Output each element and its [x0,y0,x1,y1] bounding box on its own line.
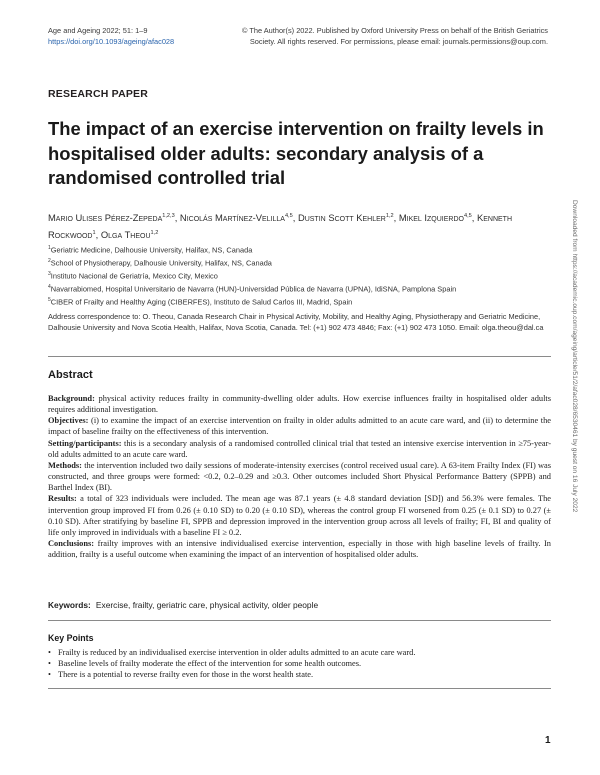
affiliation-list [48,243,558,308]
download-note: Downloaded from https://academic.oup.com/ageing/article/51/2/afac028/6530461 by guest on 16 July 2022 [571,200,578,513]
article-type: RESEARCH PAPER [48,88,149,100]
affiliation [48,295,558,308]
affiliation [48,282,558,295]
author-affiliation-mark: 1,2,3 [162,213,175,219]
author-separator: , [292,212,298,224]
abstract-section [48,415,551,437]
page-number: 1 [545,735,551,746]
author-name: Mario Ulises Pérez-Zepeda [48,212,163,224]
copyright-notice [200,26,548,47]
abstract-section-label: Background: [48,394,95,403]
author-affiliation-mark: 4,5 [463,213,472,219]
abstract-section [48,393,551,415]
key-point [48,658,548,669]
bullet-icon: • [48,648,51,657]
abstract-section-text: this is a secondary analysis of a randomised controlled clinical trial that tested an intensive exercise intervention in ≥75-year-old adults admitted to an acute care ward. [48,438,551,459]
copyright-line-1: © The Author(s) 2022. Published by Oxford University Press on behalf of the British Geriatrics [242,26,548,35]
abstract-section-text: physical activity reduces frailty in community-dwelling older adults. How exercise influences frailty in hospitalised older adults requires additional investigation. [48,394,551,415]
author-list [48,209,548,242]
key-point-text: There is a potential to reverse frailty even for those in the worst health state. [58,670,314,679]
bullet-icon: • [48,659,51,668]
author-name: Kenneth Rockwood [48,212,513,240]
author-separator: , [471,212,477,224]
key-point-text: Frailty is reduced by an individualised exercise intervention in older adults admitted to an acute care ward. [58,648,416,657]
abstract-section-text: frailty improves with an intensive individualised exercise intervention, especially in those with high baseline levels of frailty. In addition, frailty is a useful outcome when examining the impact of an intervention of hospitalised older adults. [48,539,551,560]
correspondence: Address correspondence to: O. Theou, Canada Research Chair in Physical Activity, Mobility, and Healthy Aging, Physiotherapy and Geriatric Medicine, Dalhousie University and Nova Scotia Health, Halifax, Nova Scotia, Canada. Tel: (+1) 902 473 4846; Fax: (+1) 902 473 1050. Email: olga.theou@dal.ca [48,312,544,333]
keywords-label: Keywords: [48,600,91,610]
author-affiliation-mark: 1,2 [150,229,159,236]
abstract-heading: Abstract [48,369,93,381]
author-name: Mikel Izquierdo [398,212,464,224]
key-point-text: Baseline levels of frailty moderate the effect of the intervention for some health outcomes. [58,659,362,668]
journal-citation: Age and Ageing 2022; 51: 1–9 [48,26,148,35]
abstract-body [48,393,551,560]
abstract-section [48,460,551,493]
author-separator: , [95,228,101,240]
affiliation-text: CIBER of Frailty and Healthy Aging (CIBERFES), Instituto de Salud Carlos III, Madrid, Spain [50,297,353,307]
author-separator: , [174,212,180,224]
abstract-section-label: Objectives: [48,416,89,426]
abstract-section-text: a total of 323 individuals were included. The mean age was 87.1 years (± 4.8 standard deviation [SD]) and 56.3% were females. The intervention group improved FI from 0.26 (± 0.10 SD) to 0.20 (± 0.10 SD), whereas the control group FI worsened from 0.25 (± 0.1 SD) to 0.27 (± 0.10 SD). After stratifying by baseline FI, SPPB and depression improved in the intervention group across all levels of frailty; FI, BI and quality of life only improved in individuals with a baseline FI ≥ 0.2. [48,494,551,537]
affiliation-text: Navarrabiomed, Hospital Universitario de Navarra (HUN)-Universidad Pública de Navarra (UPNA), IdiSNA, Pamplona Spain [50,284,457,294]
author-affiliation-mark: 1 [92,229,96,236]
key-point [48,647,548,658]
divider [48,356,551,357]
affiliation-number: 3 [48,270,51,277]
author-name: Dustin Scott Kehler [297,212,386,224]
abstract-section [48,538,551,560]
abstract-section [48,493,551,538]
article-title: The impact of an exercise intervention on frailty levels in hospitalised older adults: secondary analysis of a randomised controlled trial [48,118,544,188]
bullet-icon: • [48,670,51,679]
affiliation-number: 1 [48,245,51,251]
affiliation-number: 4 [48,283,51,290]
affiliation-number: 5 [48,296,51,303]
divider [48,620,551,621]
copyright-line-2: Society. All rights reserved. For permissions, please email: journals.permissions@oup.com. [249,36,548,46]
keywords [48,600,551,611]
abstract-section-label: Methods: [48,460,82,470]
abstract-section-text: (i) to examine the impact of an exercise intervention on frailty in older adults admitted to an acute care ward, and (ii) to determine the impact of baseline frailty on the effectiveness of this intervention. [48,416,551,437]
abstract-section-label: Setting/participants: [48,438,122,448]
abstract-section-label: Conclusions: [48,539,95,549]
key-points-heading: Key Points [48,633,94,643]
doi-link[interactable]: https://doi.org/10.1093/ageing/afac028 [48,36,175,46]
affiliation [48,256,558,269]
author-affiliation-mark: 4,5 [284,213,293,219]
abstract-section-label: Results: [48,494,77,504]
affiliation-text: Instituto Nacional de Geriatría, Mexico City, Mexico [50,271,218,281]
abstract-section [48,438,551,460]
keywords-text: Exercise, frailty, geriatric care, physical activity, older people [95,600,319,610]
affiliation-number: 2 [48,257,51,264]
affiliation [48,269,558,282]
key-points-list [48,647,548,680]
author-affiliation-mark: 1,2 [385,213,394,219]
affiliation-text: Geriatric Medicine, Dalhousie University, Halifax, NS, Canada [50,245,253,255]
journal-header [48,26,174,47]
affiliation [48,243,558,256]
divider [48,688,551,689]
author-separator: , [393,212,399,224]
abstract-section-text: the intervention included two daily sessions of moderate-intensity exercises (control received usual care). A 63-item Frailty Index (FI) was constructed, and three groups were formed: <0.2, 0.2–0.29 and ≥0.3. Other outcomes included Short Physical Performance Battery (SPPB) and Barthel Index (BI). [48,460,551,493]
author-name: Nicolás Martínez-Velilla [179,212,285,224]
affiliation-text: School of Physiotherapy, Dalhousie University, Halifax, NS, Canada [50,258,272,268]
author-name: Olga Theou [100,228,151,240]
key-point [48,669,548,680]
